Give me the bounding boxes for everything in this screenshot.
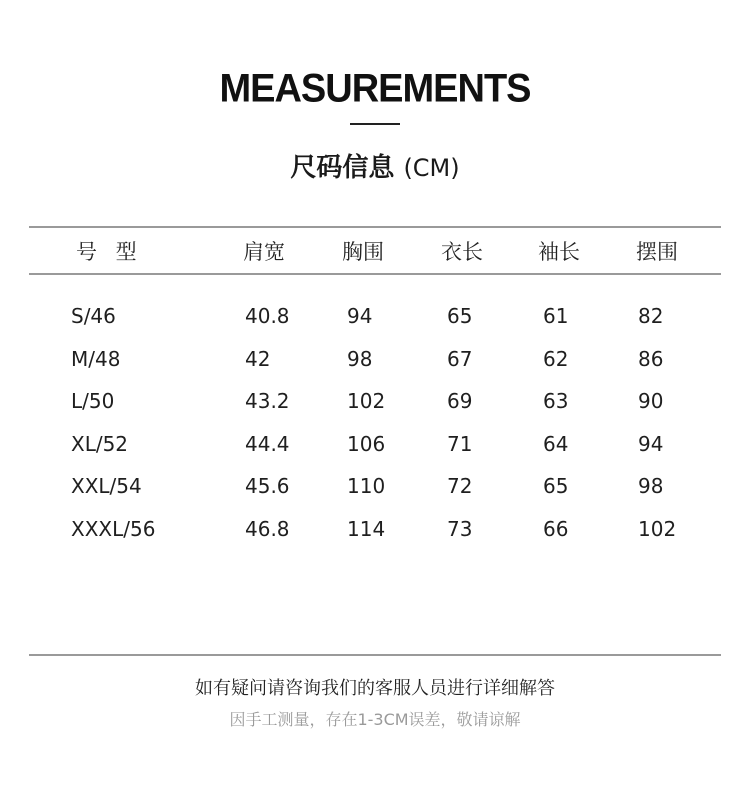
subtitle-main: 尺码信息 — [290, 153, 395, 183]
cell-chest: 98 — [347, 347, 373, 371]
cell-shoulder: 43.2 — [245, 389, 290, 413]
cell-hem: 102 — [638, 517, 677, 541]
cell-sleeve: 66 — [543, 517, 569, 541]
title-divider — [350, 123, 400, 125]
cell-size: XXL/54 — [71, 474, 142, 498]
header-length: 衣长 — [441, 240, 483, 264]
cell-shoulder: 40.8 — [245, 304, 290, 328]
page-title: MEASUREMENTS — [219, 66, 531, 112]
cell-shoulder: 45.6 — [245, 474, 290, 498]
cell-size: XL/52 — [71, 432, 129, 456]
cell-size: XXXL/56 — [71, 517, 156, 541]
cell-hem: 90 — [638, 389, 664, 413]
header-hem: 摆围 — [636, 240, 678, 264]
page-subtitle — [0, 147, 750, 184]
table-top-rule — [29, 226, 721, 228]
cell-hem: 94 — [638, 432, 664, 456]
cell-size: S/46 — [71, 304, 116, 328]
cell-size: M/48 — [71, 347, 121, 371]
header-shoulder: 肩宽 — [243, 240, 285, 264]
footer-contact-text: 如有疑问请咨询我们的客服人员进行详细解答 — [195, 678, 555, 699]
cell-chest: 114 — [347, 517, 386, 541]
cell-sleeve: 65 — [543, 474, 569, 498]
cell-shoulder: 46.8 — [245, 517, 290, 541]
cell-shoulder: 44.4 — [245, 432, 290, 456]
cell-sleeve: 61 — [543, 304, 569, 328]
cell-length: 71 — [447, 432, 473, 456]
cell-length: 65 — [447, 304, 473, 328]
footer-measurement-note: 因手工测量，存在1-3CM误差，敬请谅解 — [229, 710, 521, 729]
cell-length: 67 — [447, 347, 473, 371]
cell-hem: 98 — [638, 474, 664, 498]
subtitle-unit: (CM) — [403, 154, 460, 182]
cell-chest: 94 — [347, 304, 373, 328]
cell-chest: 106 — [347, 432, 386, 456]
cell-sleeve: 63 — [543, 389, 569, 413]
cell-sleeve: 64 — [543, 432, 569, 456]
cell-chest: 102 — [347, 389, 386, 413]
header-size: 号 型 — [76, 240, 143, 264]
cell-hem: 82 — [638, 304, 664, 328]
cell-hem: 86 — [638, 347, 664, 371]
table-header-rule — [29, 273, 721, 275]
cell-length: 73 — [447, 517, 473, 541]
cell-length: 69 — [447, 389, 473, 413]
header-sleeve: 袖长 — [538, 240, 580, 264]
cell-shoulder: 42 — [245, 347, 271, 371]
table-bottom-rule — [29, 654, 721, 656]
cell-chest: 110 — [347, 474, 386, 498]
header-chest: 胸围 — [342, 240, 384, 264]
cell-length: 72 — [447, 474, 473, 498]
cell-size: L/50 — [71, 389, 115, 413]
cell-sleeve: 62 — [543, 347, 569, 371]
